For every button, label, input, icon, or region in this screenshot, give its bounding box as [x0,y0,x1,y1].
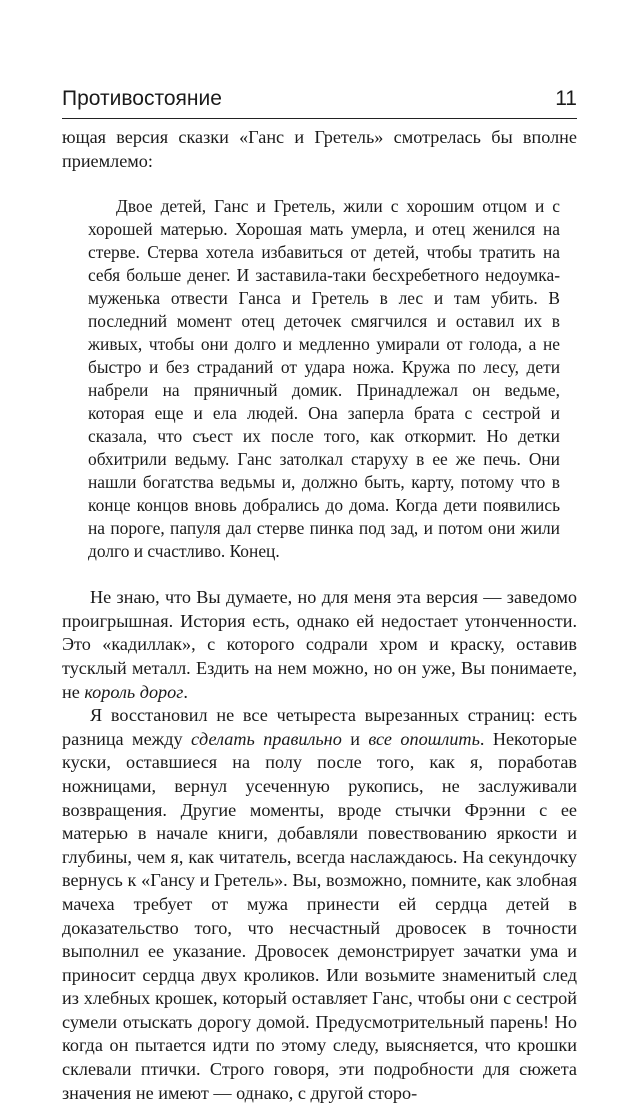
paragraph-text: Не знаю, что Вы думаете, но для меня эта версия — заведомо проигрышная. История есть, однако ей недостает утонченности. Это «кадиллак», с которого содрали хром и краску, оставив тусклый металл. Ездить на нем можно, но он уже, Вы понимаете, не [62,587,577,702]
paragraph [62,704,577,1105]
chapter-title: Противостояние [62,87,222,110]
emphasis-text: король дорог [84,681,184,702]
paragraph [62,586,577,704]
paragraph-text: . [183,681,188,702]
emphasis-text: все опошлить [368,728,480,749]
paragraph-text: . Некоторые куски, оставшиеся на полу после того, как я, поработав ножницами, вернул усеченную рукопись, не заслуживали возвращения. Другие моменты, вроде стычки Фрэнни с ее матерью в начале книги, добавляли повествованию яркости и глубины, чем я, как читатель, всегда наслаждаюсь. На секундочку вернусь к «Гансу и Гретель». Вы, возможно, помните, как злобная мачеха требует от мужа принести ей сердца детей в доказательство того, что несчастный дровосек в точности выполнил ее указание. Дровосек демонстрирует зачатки ума и приносит сердца двух кроликов. Или возьмите знаменитый след из хлебных крошек, который оставляет Ганс, чтобы они с сестрой сумели отыскать дорогу домой. Предусмотрительный парень! Но когда он пытается идти по этому следу, выясняется, что крошки склевали птички. Строго говоря, эти подробности для сюжета значения не имеют — однако, с другой сторо- [62,728,577,1103]
paragraph-text: Я восстановил не все четыреста вырезанных страниц: есть разница между [62,705,577,749]
block-quote: Двое детей, Ганс и Гретель, жили с хорошим отцом и с хорошей матерью. Хорошая мать умерла, и отец женился на стерве. Стерва хотела избавиться от детей, чтобы тратить на себя больше денег. И заставила-таки бесхребетного недоумка-муженька отвести Ганса и Гретель в лес и там убить. В последний момент отец деточек смягчился и оставил их в живых, чтобы они долго и медленно умирали от голода, а не быстро и без страданий от удара ножа. Кружа по лесу, дети набрели на пряничный домик. Принадлежал он ведьме, которая еще и ела людей. Она заперла брата с сестрой и сказала, что съест их после того, как откормит. Но детки обхитрили ведьму. Ганс затолкал старуху в ее же печь. Они нашли богатства ведьмы и, должно быть, карту, потому что в конце концов вновь добрались до дома. Когда дети появились на пороге, папуля дал стерве пинка под зад, и потом они жили долго и счастливо. Конец. [88,196,560,562]
paragraph-text: и [341,728,369,749]
paragraph-continued: ющая версия сказки «Ганс и Гретель» смотрелась бы вполне приемлемо: [62,127,577,171]
running-header [62,84,577,119]
emphasis-text: сделать правильно [190,728,342,749]
page-number: 11 [555,87,577,110]
body-text [62,126,577,1105]
